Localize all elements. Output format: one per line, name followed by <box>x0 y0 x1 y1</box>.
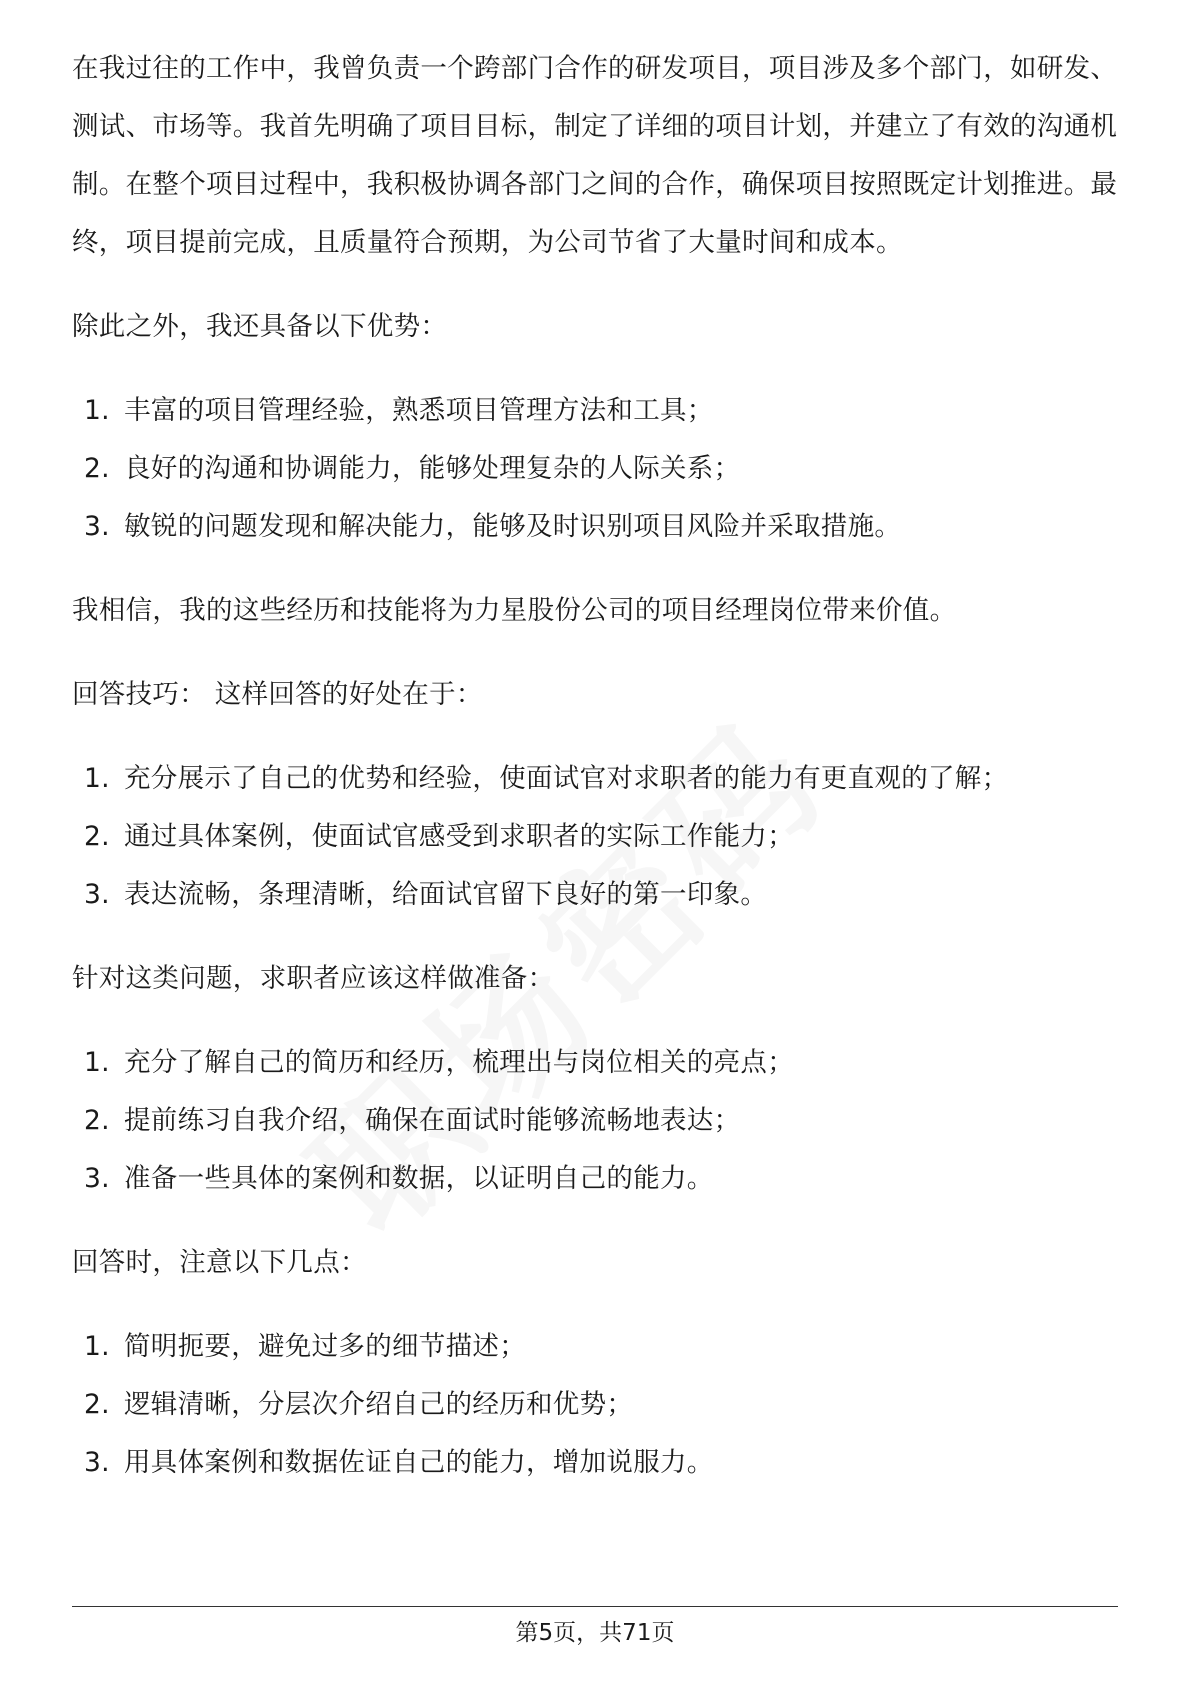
list-item <box>72 440 1118 498</box>
list-item <box>72 498 1118 556</box>
tips-list <box>72 750 1118 924</box>
document-body <box>72 40 1118 1518</box>
list-number: 3. <box>84 879 110 910</box>
list-item <box>72 382 1118 440</box>
list-item <box>72 1092 1118 1150</box>
list-number: 3. <box>84 1163 110 1194</box>
intro-paragraph: 在我过往的工作中，我曾负责一个跨部门合作的研发项目，项目涉及多个部门，如研发、测试、市场等。我首先明确了项目目标，制定了详细的项目计划，并建立了有效的沟通机制。在整个项目过程中，我积极协调各部门之间的合作，确保项目按照既定计划推进。最终，项目提前完成，且质量符合预期，为公司节省了大量时间和成本。 <box>72 53 1118 258</box>
list-number: 3. <box>84 511 110 542</box>
list-text: 逻辑清晰，分层次介绍自己的经历和优势； <box>124 1389 634 1420</box>
list-item <box>72 1150 1118 1208</box>
list-text: 充分了解自己的简历和经历，梳理出与岗位相关的亮点； <box>124 1047 794 1078</box>
list-text: 表达流畅，条理清晰，给面试官留下良好的第一印象。 <box>124 879 768 910</box>
list-number: 2. <box>84 1389 110 1420</box>
list-number: 1. <box>84 763 110 794</box>
list-text: 用具体案例和数据佐证自己的能力，增加说服力。 <box>124 1447 714 1478</box>
prep-lead: 针对这类问题，求职者应该这样做准备： <box>72 963 555 994</box>
list-number: 1. <box>84 1047 110 1078</box>
page-number: 第5页，共71页 <box>515 1620 675 1646</box>
list-text: 准备一些具体的案例和数据，以证明自己的能力。 <box>124 1163 714 1194</box>
list-text: 简明扼要，避免过多的细节描述； <box>124 1331 526 1362</box>
list-item <box>72 1034 1118 1092</box>
prep-list <box>72 1034 1118 1208</box>
list-number: 3. <box>84 1447 110 1478</box>
list-number: 1. <box>84 1331 110 1362</box>
list-text: 充分展示了自己的优势和经验，使面试官对求职者的能力有更直观的了解； <box>124 763 1009 794</box>
list-text: 丰富的项目管理经验，熟悉项目管理方法和工具； <box>124 395 714 426</box>
advantages-list <box>72 382 1118 556</box>
footer-divider <box>72 1606 1118 1607</box>
list-text: 通过具体案例，使面试官感受到求职者的实际工作能力； <box>124 821 794 852</box>
list-item <box>72 808 1118 866</box>
list-item <box>72 750 1118 808</box>
list-item <box>72 1376 1118 1434</box>
list-number: 2. <box>84 821 110 852</box>
notes-lead: 回答时，注意以下几点： <box>72 1247 367 1278</box>
advantages-lead: 除此之外，我还具备以下优势： <box>72 311 448 342</box>
list-item <box>72 1434 1118 1492</box>
belief-paragraph: 我相信，我的这些经历和技能将为力星股份公司的项目经理岗位带来价值。 <box>72 595 957 626</box>
list-text: 良好的沟通和协调能力，能够处理复杂的人际关系； <box>124 453 741 484</box>
list-number: 2. <box>84 453 110 484</box>
list-item <box>72 1318 1118 1376</box>
list-text: 提前练习自我介绍，确保在面试时能够流畅地表达； <box>124 1105 741 1136</box>
tips-lead: 回答技巧： 这样回答的好处在于： <box>72 679 483 710</box>
list-item <box>72 866 1118 924</box>
list-number: 1. <box>84 395 110 426</box>
notes-list <box>72 1318 1118 1492</box>
list-number: 2. <box>84 1105 110 1136</box>
list-text: 敏锐的问题发现和解决能力，能够及时识别项目风险并采取措施。 <box>124 511 902 542</box>
